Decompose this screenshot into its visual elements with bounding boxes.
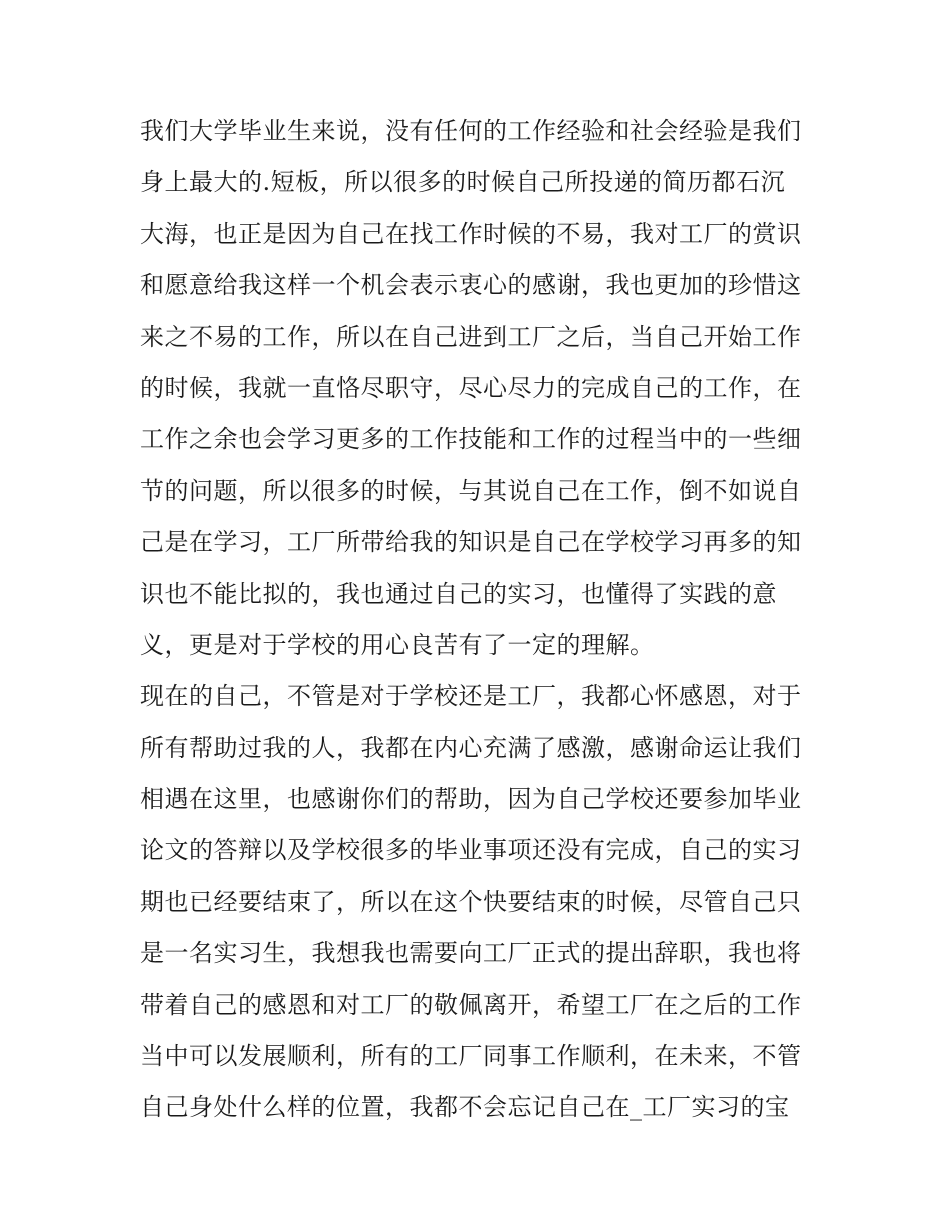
text-line: 节的问题，所以很多的时候，与其说自己在工作，倒不如说自 bbox=[140, 476, 802, 505]
text-line: 是一名实习生，我想我也需要向工厂正式的提出辞职，我也将 bbox=[140, 939, 802, 968]
text-line: 识也不能比拟的，我也通过自己的实习，也懂得了实践的意 bbox=[140, 579, 777, 608]
text-line: 和愿意给我这样一个机会表示衷心的感谢，我也更加的珍惜这 bbox=[140, 271, 802, 300]
paragraph-1 bbox=[140, 106, 830, 671]
text-line: 相遇在这里，也感谢你们的帮助，因为自己学校还要参加毕业 bbox=[140, 785, 802, 814]
text-line: 期也已经要结束了，所以在这个快要结束的时候，尽管自己只 bbox=[140, 887, 802, 916]
text-line: 带着自己的感恩和对工厂的敬佩离开，希望工厂在之后的工作 bbox=[140, 990, 802, 1019]
text-line: 的时候，我就一直恪尽职守，尽心尽力的完成自己的工作，在 bbox=[140, 373, 802, 402]
document-body bbox=[140, 106, 830, 1134]
text-line: 现在的自己，不管是对于学校还是工厂，我都心怀感恩，对于 bbox=[140, 682, 802, 711]
paragraph-2 bbox=[140, 671, 830, 1134]
text-line: 己是在学习，工厂所带给我的知识是自己在学校学习再多的知 bbox=[140, 528, 802, 557]
text-line: 论文的答辩以及学校很多的毕业事项还没有完成，自己的实习 bbox=[140, 836, 802, 865]
text-line: 当中可以发展顺利，所有的工厂同事工作顺利，在未来，不管 bbox=[140, 1042, 802, 1071]
text-line: 义，更是对于学校的用心良苦有了一定的理解。 bbox=[140, 630, 655, 659]
text-line: 自己身处什么样的位置，我都不会忘记自己在_工厂实习的宝 bbox=[140, 1093, 790, 1122]
text-line: 所有帮助过我的人，我都在内心充满了感激，感谢命运让我们 bbox=[140, 733, 802, 762]
text-line: 工作之余也会学习更多的工作技能和工作的过程当中的一些细 bbox=[140, 425, 802, 454]
text-line: 身上最大的.短板，所以很多的时候自己所投递的简历都石沉 bbox=[140, 168, 786, 197]
text-line: 我们大学毕业生来说，没有任何的工作经验和社会经验是我们 bbox=[140, 117, 802, 145]
text-line: 大海，也正是因为自己在找工作时候的不易，我对工厂的赏识 bbox=[140, 219, 802, 248]
text-line: 来之不易的工作，所以在自己进到工厂之后，当自己开始工作 bbox=[140, 322, 802, 351]
